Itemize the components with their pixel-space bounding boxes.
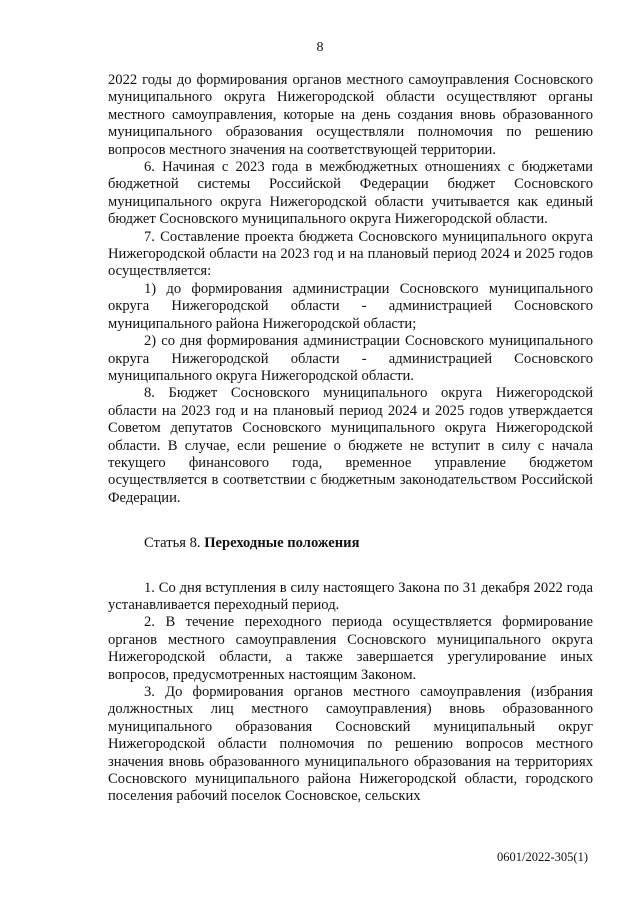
article-prefix: Статья 8. <box>144 535 205 552</box>
paragraph: 2022 годы до формирования органов местного самоуправления Сосновского муниципального округа Нижегородской области осуществляют органы местного самоуправления, которые на день создания вновь образованного муниципального образования осуществляли полномочия по решению вопросов местного значения на соответствующей территории. <box>108 72 593 158</box>
paragraph: 2. В течение переходного периода осуществляется формирование органов местного самоуправления Сосновского муниципального округа Нижегородской области, а также завершается урегулирование иных вопросов, предусмотренных настоящим Законом. <box>108 614 593 683</box>
paragraph: 2) со дня формирования администрации Сосновского муниципального округа Нижегородской области - администрацией Сосновского муниципального округа Нижегородской области. <box>108 333 593 384</box>
paragraph: 8. Бюджет Сосновского муниципального округа Нижегородской области на 2023 год и на плановый период 2024 и 2025 годов утверждается Советом депутатов Сосновского муниципального округа Нижегородской области. В случае, если решение о бюджете не вступит в силу с начала текущего финансового года, временное управление бюджетом осуществляется в соответствии с бюджетным законодательством Российской Федерации. <box>108 385 593 506</box>
paragraph: 3. До формирования органов местного самоуправления (избрания должностных лиц местного самоуправления) вновь образованного муниципального образования Сосновский муниципальный округ Нижегородской области полномочия по решению вопросов местного значения вновь образованного муниципального образования на территориях Сосновского муниципального района Нижегородской области, городского поселения рабочий поселок Сосновское, сельских <box>108 684 593 805</box>
page-number: 8 <box>316 40 324 55</box>
document-body <box>108 72 593 806</box>
section-after-article <box>108 580 593 806</box>
paragraph: 1. Со дня вступления в силу настоящего Закона по 31 декабря 2022 года устанавливается переходный период. <box>108 579 593 613</box>
paragraph: 6. Начиная с 2023 года в межбюджетных отношениях с бюджетами бюджетной системы Российской Федерации бюджет Сосновского муниципального округа Нижегородской области учитывается как единый бюджет Сосновского муниципального округа Нижегородской области. <box>108 159 593 228</box>
article-heading <box>108 535 593 552</box>
document-code: 0601/2022-305(1) <box>497 850 588 864</box>
paragraph: 7. Составление проекта бюджета Сосновского муниципального округа Нижегородской области на 2023 год и на плановый период 2024 и 2025 годов осуществляется: <box>108 228 593 280</box>
paragraph: 1) до формирования администрации Сосновского муниципального округа Нижегородской области - администрацией Сосновского муниципального района Нижегородской области; <box>108 280 593 332</box>
article-title: Переходные положения <box>204 535 360 552</box>
section-before-article <box>108 72 593 507</box>
